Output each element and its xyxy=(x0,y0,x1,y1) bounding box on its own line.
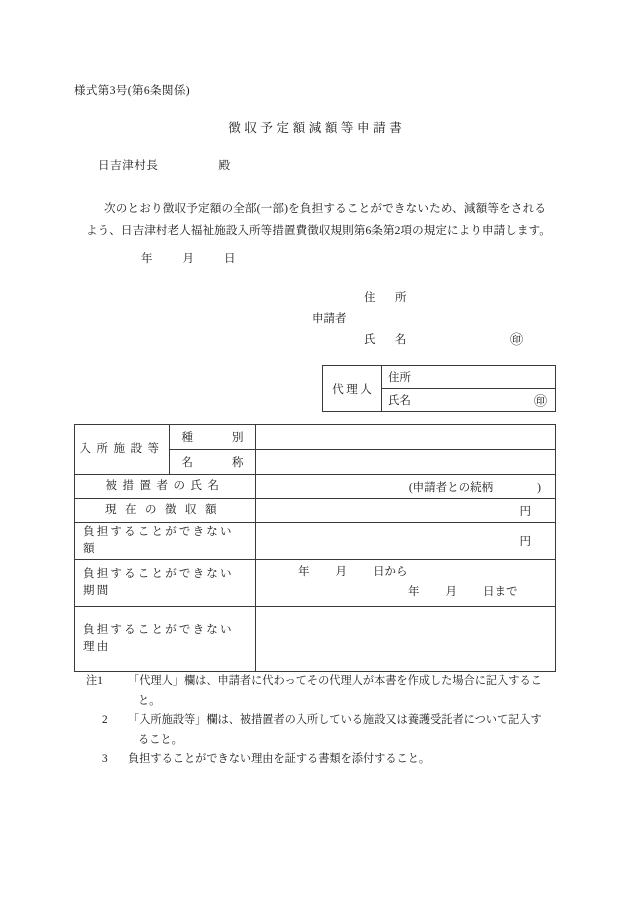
applicant-name-row xyxy=(312,330,562,351)
table-row xyxy=(75,425,556,450)
proxy-address-label: 住所 xyxy=(388,372,411,384)
addressee-name: 日吉津村長 xyxy=(98,160,159,172)
unpayable-period-value[interactable] xyxy=(256,560,556,607)
addressee-honorific: 殿 xyxy=(218,160,231,172)
proxy-address-row xyxy=(323,366,556,389)
relation-note: (申請者との続柄 ) xyxy=(408,481,541,494)
note-item xyxy=(86,711,568,750)
recipient-name-label: 被措置者の氏名 xyxy=(75,475,256,499)
seal-icon: ㊞ xyxy=(510,332,524,347)
date-line xyxy=(141,250,236,266)
recipient-name-value[interactable] xyxy=(256,475,556,499)
facility-name-value[interactable] xyxy=(256,450,556,475)
notes-section xyxy=(86,672,568,770)
note-item xyxy=(86,750,568,770)
applicant-label: 申請者 xyxy=(312,313,347,325)
proxy-header: 代理人 xyxy=(323,366,382,412)
body-line-2: よう、日吉津村老人福祉施設入所等措置費徴収規則第6条第2項の規定により申請します。 xyxy=(86,224,551,237)
unpayable-reason-label: 負担することができない 理由 xyxy=(75,607,256,672)
form-number: 様式第3号(第6条関係) xyxy=(74,85,190,97)
current-amount-label: 現在の徴収額 xyxy=(75,499,256,523)
note-number: 3 xyxy=(102,753,108,765)
applicant-address-label: 住 所 xyxy=(364,292,411,304)
unpayable-reason-value[interactable] xyxy=(256,607,556,672)
main-form-table xyxy=(74,424,556,672)
note-number: 2 xyxy=(102,714,108,726)
note-number: 注1 xyxy=(86,675,103,687)
table-row xyxy=(75,607,556,672)
note-item xyxy=(86,672,568,711)
body-line-1: 次のとおり徴収予定額の全部(一部)を負担することができないため、減額等をされる xyxy=(104,202,547,215)
page-title: 徴収予定額減額等申請書 xyxy=(228,121,406,135)
unpayable-period-label: 負担することができない 期間 xyxy=(75,560,256,607)
currency-unit: 円 xyxy=(519,536,531,548)
applicant-label-row xyxy=(312,309,562,330)
note-text: 「入所施設等」欄は、被措置者の入所している施設又は養護受託者について記入す ること。 xyxy=(128,714,542,746)
applicant-address-row xyxy=(312,288,562,309)
facility-type-value[interactable] xyxy=(256,425,556,450)
date-month-label: 月 xyxy=(182,253,194,265)
currency-unit: 円 xyxy=(519,505,531,518)
facility-label: 入所施設等 xyxy=(75,425,170,475)
applicant-name-label: 氏 名 xyxy=(364,334,411,346)
table-row xyxy=(75,499,556,523)
proxy-name-cell[interactable] xyxy=(382,389,556,412)
unpayable-amount-label: 負担することができない 額 xyxy=(75,523,256,560)
note-text: 負担することができない理由を証する書類を添付すること。 xyxy=(128,753,431,765)
unpayable-amount-value[interactable] xyxy=(256,523,556,560)
date-year-label: 年 xyxy=(141,253,153,265)
facility-name-label: 名称 xyxy=(170,450,256,475)
table-row xyxy=(75,523,556,560)
note-text: 「代理人」欄は、申請者に代わってその代理人が本書を作成した場合に記入するこ と。 xyxy=(128,675,542,707)
proxy-table xyxy=(322,365,556,412)
addressee-line xyxy=(98,157,231,173)
period-from: 年 月 日から xyxy=(298,566,408,578)
body-paragraph xyxy=(86,198,560,242)
table-row xyxy=(75,475,556,499)
applicant-block xyxy=(312,288,562,351)
date-day-label: 日 xyxy=(224,253,236,265)
period-to: 年 月 日まで xyxy=(408,586,518,598)
current-amount-value[interactable] xyxy=(256,499,556,523)
proxy-address-cell[interactable] xyxy=(382,366,556,389)
seal-icon: ㊞ xyxy=(533,393,547,409)
proxy-name-label: 氏名 xyxy=(388,395,411,407)
table-row xyxy=(75,560,556,607)
facility-type-label: 種別 xyxy=(170,425,256,450)
